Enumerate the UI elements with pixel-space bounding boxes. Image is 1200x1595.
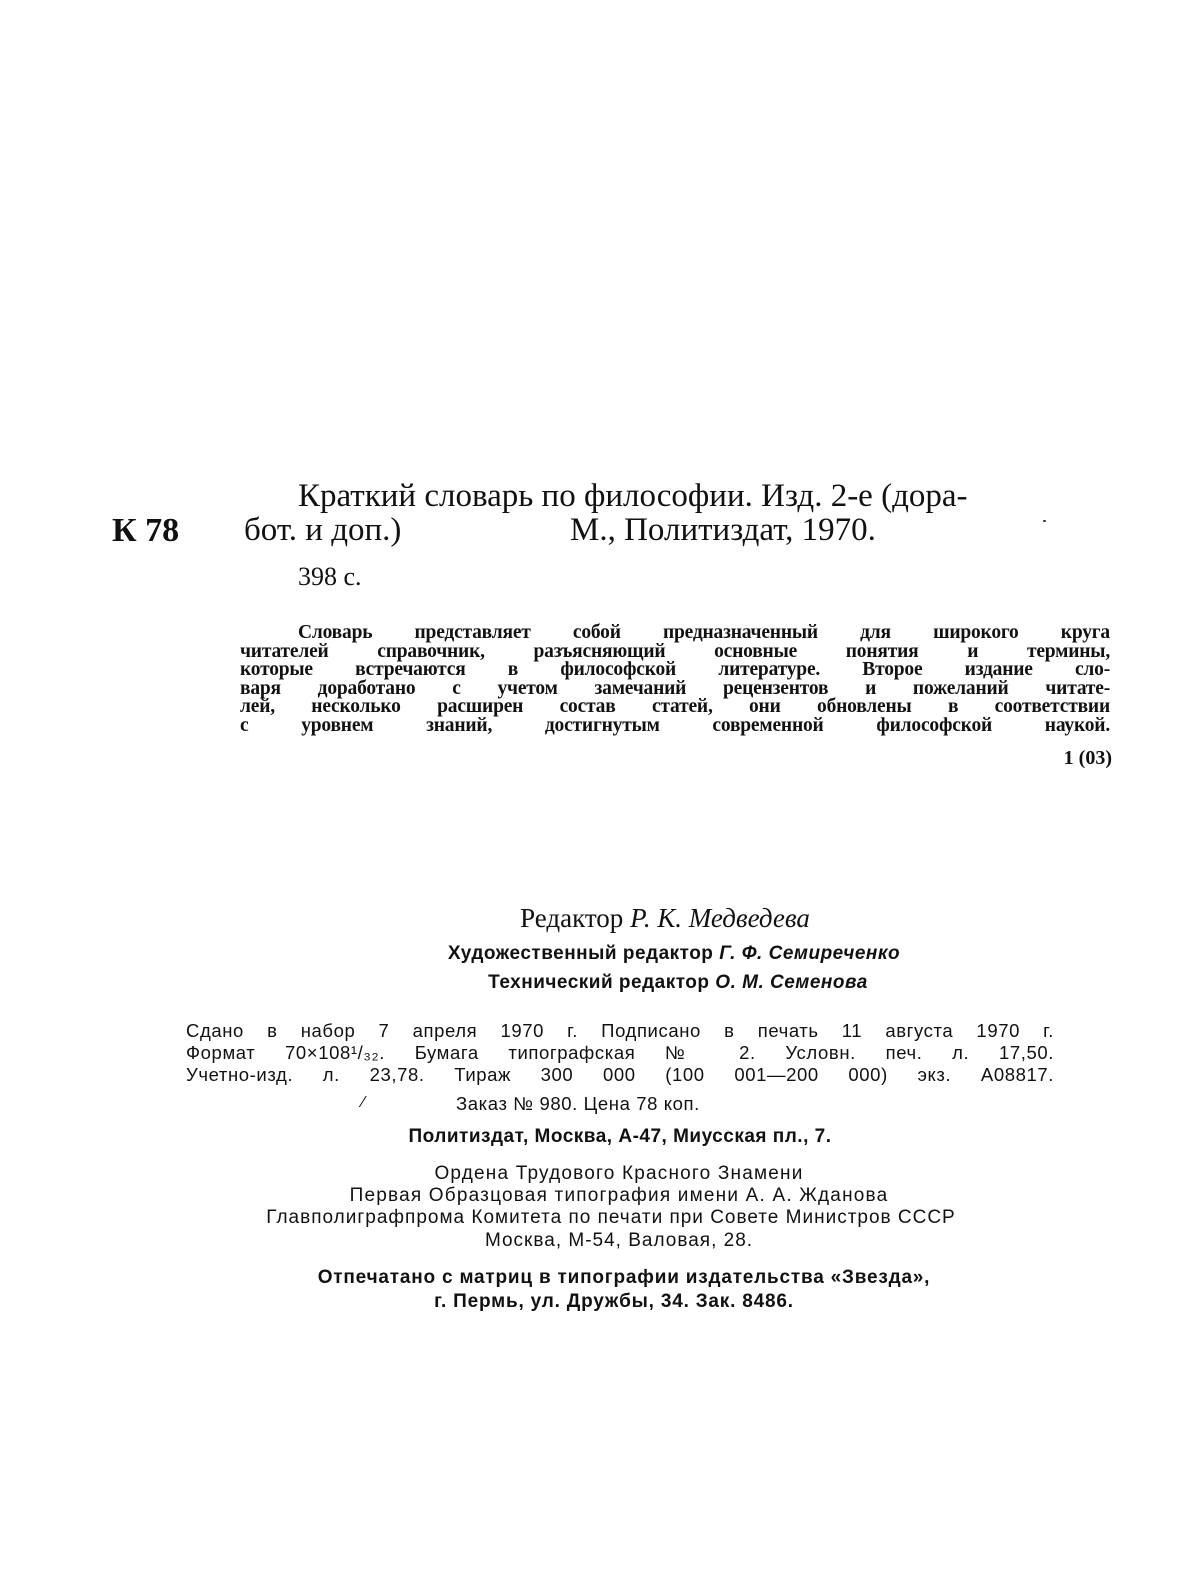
scan-speck — [1043, 520, 1046, 522]
publisher-address: Политиздат, Москва, А-47, Миусская пл., 7. — [408, 1126, 832, 1147]
classmark: К 78 — [112, 512, 180, 549]
printer-line: Главполиграфпрома Комитета по печати при Совете Министров СССР — [266, 1207, 956, 1228]
art-editor-credit — [0, 943, 1200, 965]
classification-code: 1 (03) — [1063, 747, 1112, 769]
annotation-line: Словарь представляет собой предназначенный для широкого круга — [298, 622, 1110, 643]
tech-editor-label: Технический редактор — [488, 972, 710, 993]
imprint-line: Сдано в набор 7 апреля 1970 г. Подписано в печать 11 августа 1970 г. — [186, 1020, 1054, 1041]
annotation-line: варя доработано с учетом замечаний рецензентов и пожеланий читате- — [240, 677, 1110, 699]
matrix-note-line: Отпечатано с матриц в типографии издательства «Звезда», — [317, 1267, 931, 1288]
publication-place: М., Политиздат, 1970. — [570, 512, 876, 548]
editor-name: Р. К. Медведева — [630, 903, 810, 933]
edition-note: бот. и доп.) — [244, 512, 402, 548]
annotation — [240, 624, 1110, 735]
tech-editor-name: О. М. Семенова — [715, 972, 868, 993]
annotation-line: с уровнем знаний, достигнутым современной философской наукой. — [240, 714, 1110, 736]
page-count: 398 с. — [298, 562, 362, 591]
editor-credit — [0, 903, 1200, 934]
imprint-line: Учетно-изд. л. 23,78. Тираж 300 000 (100 001—200 000) экз. А08817. — [186, 1064, 1054, 1085]
print-mark: ⁄ — [362, 1094, 365, 1111]
imprint-line: Формат 70×108¹/₃₂. Бумага типографская № 2. Условн. печ. л. 17,50. — [186, 1042, 1054, 1063]
annotation-line: которые встречаются в философской литературе. Второе издание сло- — [240, 659, 1110, 680]
printer-line: Ордена Трудового Красного Знамени — [434, 1163, 804, 1184]
annotation-line: лей, несколько расширен состав статей, они обновлены в соответствии — [240, 696, 1110, 717]
imprint-block — [186, 1020, 1054, 1086]
editor-label: Редактор — [520, 903, 624, 933]
book-title-line-2 — [244, 512, 876, 549]
printer-line: Первая Образцовая типография имени А. А. Жданова — [349, 1185, 889, 1206]
printer-line: Москва, М-54, Валовая, 28. — [484, 1230, 754, 1251]
order-and-price: Заказ № 980. Цена 78 коп. — [456, 1093, 700, 1114]
book-title-line-1: Краткий словарь по философии. Изд. 2-е (дора- — [298, 478, 968, 514]
matrix-note-line: г. Пермь, ул. Дружбы, 34. Зак. 8486. — [434, 1291, 794, 1312]
art-editor-label: Художественный редактор — [447, 943, 714, 964]
annotation-line: читателей справочник, разъясняющий основные понятия и термины, — [240, 640, 1110, 662]
art-editor-name: Г. Ф. Семиреченко — [719, 943, 901, 964]
tech-editor-credit — [0, 972, 1200, 994]
